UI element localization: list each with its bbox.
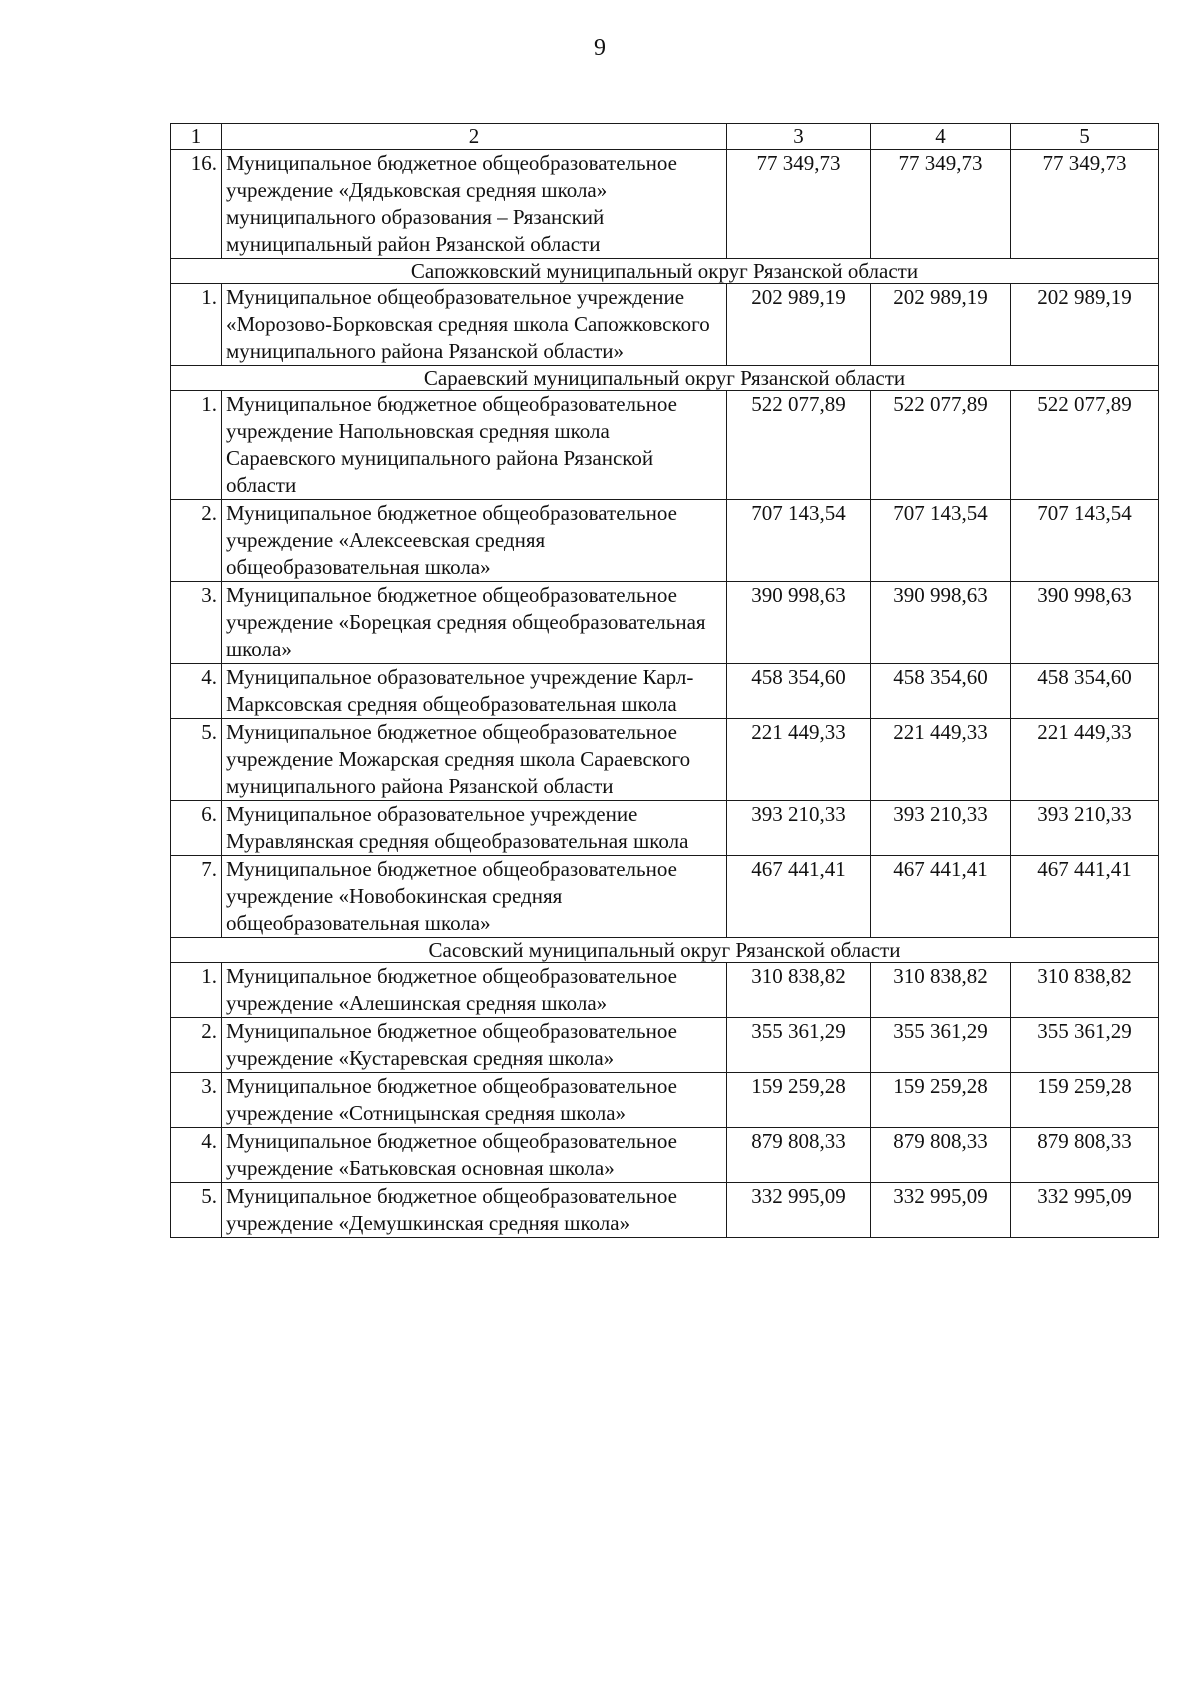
amount-col4-cell: 879 808,33: [871, 1128, 1011, 1183]
table-row: [171, 1128, 1159, 1183]
amount-col5-cell: 467 441,41: [1011, 856, 1159, 938]
amount-col3-cell: 202 989,19: [727, 284, 871, 366]
table-row: [171, 801, 1159, 856]
header-cell-1: 1: [171, 124, 222, 150]
row-number-cell: 16.: [171, 150, 222, 259]
institution-name-cell: Муниципальное бюджетное общеобразовательное учреждение «Демушкинская средняя школа»: [222, 1183, 727, 1238]
amount-col3-cell: 458 354,60: [727, 664, 871, 719]
amount-col4-cell: 332 995,09: [871, 1183, 1011, 1238]
amount-col5-cell: 879 808,33: [1011, 1128, 1159, 1183]
institution-name-cell: Муниципальное бюджетное общеобразовательное учреждение Можарская средняя школа Сараевского муниципального района Рязанской области: [222, 719, 727, 801]
row-number-cell: 7.: [171, 856, 222, 938]
institution-name-cell: Муниципальное бюджетное общеобразовательное учреждение «Батьковская основная школа»: [222, 1128, 727, 1183]
section-title: Сасовский муниципальный округ Рязанской области: [171, 938, 1159, 963]
amount-col3-cell: 522 077,89: [727, 391, 871, 500]
amount-col5-cell: 707 143,54: [1011, 500, 1159, 582]
table-row: [171, 500, 1159, 582]
amount-col3-cell: 355 361,29: [727, 1018, 871, 1073]
amount-col5-cell: 522 077,89: [1011, 391, 1159, 500]
institution-name-cell: Муниципальное бюджетное общеобразовательное учреждение «Алешинская средняя школа»: [222, 963, 727, 1018]
row-number-cell: 3.: [171, 1073, 222, 1128]
amount-col5-cell: 77 349,73: [1011, 150, 1159, 259]
section-header-row: [171, 259, 1159, 284]
institution-name-cell: Муниципальное образовательное учреждение Муравлянская средняя общеобразовательная школа: [222, 801, 727, 856]
institution-name-cell: Муниципальное бюджетное общеобразовательное учреждение «Борецкая средняя общеобразовательная школа»: [222, 582, 727, 664]
table-row: [171, 1018, 1159, 1073]
page-number: 9: [594, 35, 606, 61]
amount-col3-cell: 879 808,33: [727, 1128, 871, 1183]
amount-col4-cell: 77 349,73: [871, 150, 1011, 259]
row-number-cell: 1.: [171, 284, 222, 366]
amount-col4-cell: 707 143,54: [871, 500, 1011, 582]
table-header-row: [171, 124, 1159, 150]
amount-col4-cell: 355 361,29: [871, 1018, 1011, 1073]
amount-col5-cell: 390 998,63: [1011, 582, 1159, 664]
amount-col5-cell: 355 361,29: [1011, 1018, 1159, 1073]
amount-col5-cell: 458 354,60: [1011, 664, 1159, 719]
table-body: [171, 124, 1159, 1238]
row-number-cell: 2.: [171, 1018, 222, 1073]
header-cell-5: 5: [1011, 124, 1159, 150]
table-row: [171, 719, 1159, 801]
amount-col4-cell: 159 259,28: [871, 1073, 1011, 1128]
row-number-cell: 6.: [171, 801, 222, 856]
amount-col5-cell: 393 210,33: [1011, 801, 1159, 856]
header-cell-2: 2: [222, 124, 727, 150]
amount-col4-cell: 390 998,63: [871, 582, 1011, 664]
row-number-cell: 4.: [171, 1128, 222, 1183]
amount-col5-cell: 221 449,33: [1011, 719, 1159, 801]
amount-col4-cell: 458 354,60: [871, 664, 1011, 719]
table-row: [171, 1183, 1159, 1238]
amount-col3-cell: 332 995,09: [727, 1183, 871, 1238]
allocation-table: [170, 123, 1159, 1238]
amount-col3-cell: 467 441,41: [727, 856, 871, 938]
amount-col3-cell: 159 259,28: [727, 1073, 871, 1128]
amount-col4-cell: 202 989,19: [871, 284, 1011, 366]
table-row: [171, 582, 1159, 664]
row-number-cell: 2.: [171, 500, 222, 582]
row-number-cell: 5.: [171, 719, 222, 801]
amount-col3-cell: 77 349,73: [727, 150, 871, 259]
table-row: [171, 391, 1159, 500]
amount-col3-cell: 707 143,54: [727, 500, 871, 582]
header-cell-4: 4: [871, 124, 1011, 150]
amount-col3-cell: 310 838,82: [727, 963, 871, 1018]
amount-col3-cell: 390 998,63: [727, 582, 871, 664]
institution-name-cell: Муниципальное образовательное учреждение Карл-Марксовская средняя общеобразовательная школа: [222, 664, 727, 719]
section-header-row: [171, 366, 1159, 391]
amount-col4-cell: 221 449,33: [871, 719, 1011, 801]
institution-name-cell: Муниципальное бюджетное общеобразовательное учреждение Напольновская средняя школа Сараевского муниципального района Рязанской области: [222, 391, 727, 500]
row-number-cell: 1.: [171, 391, 222, 500]
table-row: [171, 856, 1159, 938]
amount-col5-cell: 159 259,28: [1011, 1073, 1159, 1128]
amount-col4-cell: 467 441,41: [871, 856, 1011, 938]
section-header-row: [171, 938, 1159, 963]
amount-col5-cell: 332 995,09: [1011, 1183, 1159, 1238]
row-number-cell: 1.: [171, 963, 222, 1018]
institution-name-cell: Муниципальное бюджетное общеобразовательное учреждение «Алексеевская средняя общеобразовательная школа»: [222, 500, 727, 582]
header-cell-3: 3: [727, 124, 871, 150]
institution-name-cell: Муниципальное бюджетное общеобразовательное учреждение «Кустаревская средняя школа»: [222, 1018, 727, 1073]
row-number-cell: 5.: [171, 1183, 222, 1238]
table-row: [171, 664, 1159, 719]
amount-col3-cell: 221 449,33: [727, 719, 871, 801]
section-title: Сапожковский муниципальный округ Рязанской области: [171, 259, 1159, 284]
table-row: [171, 963, 1159, 1018]
amount-col5-cell: 310 838,82: [1011, 963, 1159, 1018]
row-number-cell: 3.: [171, 582, 222, 664]
table-row: [171, 150, 1159, 259]
table-row: [171, 1073, 1159, 1128]
amount-col4-cell: 522 077,89: [871, 391, 1011, 500]
institution-name-cell: Муниципальное бюджетное общеобразовательное учреждение «Дядьковская средняя школа» муниципального образования – Рязанский муниципальный район Рязанской области: [222, 150, 727, 259]
amount-col5-cell: 202 989,19: [1011, 284, 1159, 366]
amount-col4-cell: 393 210,33: [871, 801, 1011, 856]
table-row: [171, 284, 1159, 366]
amount-col3-cell: 393 210,33: [727, 801, 871, 856]
section-title: Сараевский муниципальный округ Рязанской области: [171, 366, 1159, 391]
institution-name-cell: Муниципальное бюджетное общеобразовательное учреждение «Сотницынская средняя школа»: [222, 1073, 727, 1128]
row-number-cell: 4.: [171, 664, 222, 719]
institution-name-cell: Муниципальное общеобразовательное учреждение «Морозово-Борковская средняя школа Сапожковского муниципального района Рязанской области»: [222, 284, 727, 366]
amount-col4-cell: 310 838,82: [871, 963, 1011, 1018]
institution-name-cell: Муниципальное бюджетное общеобразовательное учреждение «Новобокинская средняя общеобразовательная школа»: [222, 856, 727, 938]
